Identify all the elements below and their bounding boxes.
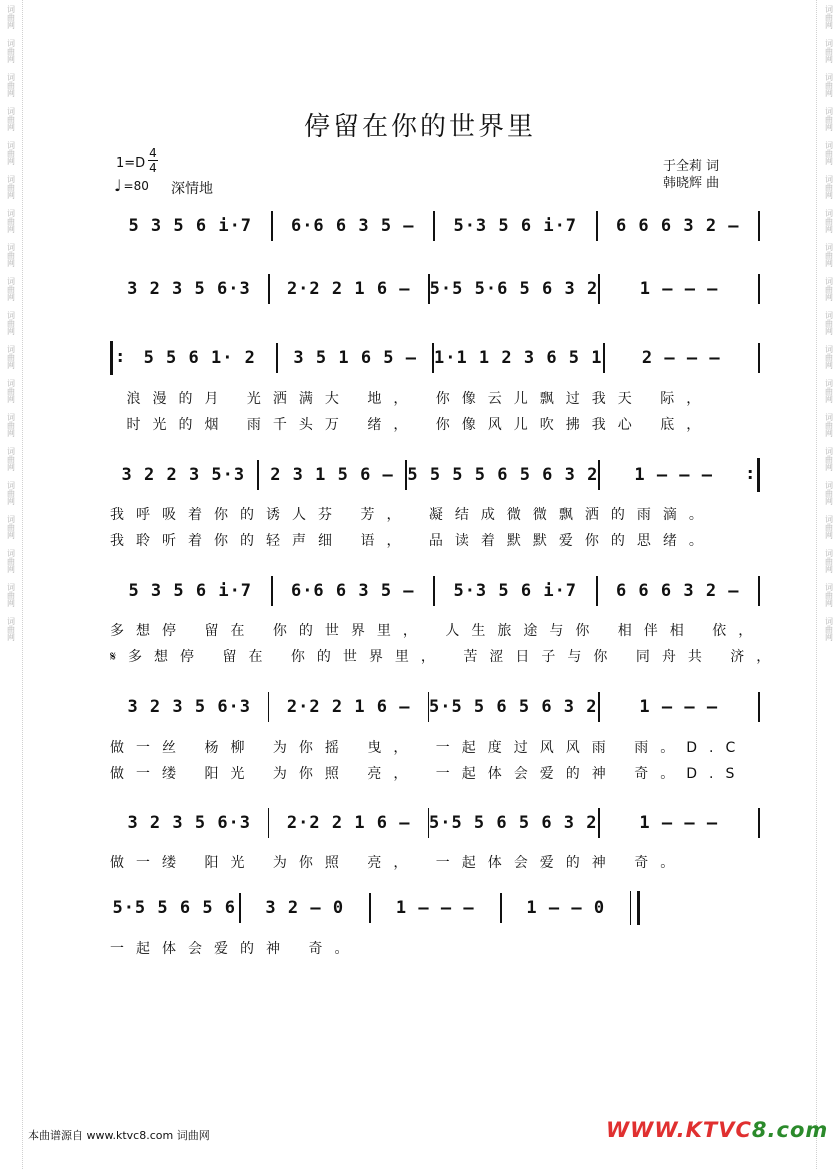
score-system-2 [110,276,760,302]
measure: 6·6 6 3 5 – [290,216,415,236]
lyric-line: 一起体会爱的神 奇。 [110,941,361,957]
measure: 1 – – – [639,697,719,717]
measure: 1·1 1 2 3 6 5 1 [433,348,603,368]
score-system-4 [110,462,760,488]
measure: 6·6 6 3 5 – [290,581,415,601]
measure: 5 3 5 6 i·7 [128,581,253,601]
measure: 2 3 1 5 6 – [270,465,394,485]
lyric-line: 做一缕 阳光 为你照 亮， 一起体会爱的神 奇。 [110,855,687,871]
measure: 3 2 – 0 [265,898,345,918]
final-barline [630,891,640,925]
repeat-start-sign [110,341,123,375]
lyric-line: 时光的烟 雨千头万 绪， 你像风儿吹拂我心 底， [110,417,713,433]
measure: 1 – – – [395,898,475,918]
site-logo: WWW.KTVC8.com [606,1118,829,1142]
measure: 5·5 5 6 5 6 3 2 [428,697,598,717]
measure: 1 – – – [634,465,713,485]
barline [758,692,760,722]
measure: 2·2 2 1 6 – [286,697,411,717]
measure: 5·3 5 6 i·7 [453,581,578,601]
measure: 6 6 6 3 2 – [615,216,740,236]
measure: 2 – – – [641,348,721,368]
barline [758,808,760,838]
measure: 6 6 6 3 2 – [615,581,740,601]
measure: 5 3 5 6 i·7 [128,216,253,236]
watermark-left: 词曲网 词曲网 词曲网 词曲网 词曲网 词曲网 词曲网 词曲网 词曲网 词曲网 词曲网 词曲网 词曲网 词曲网 词曲网 词曲网 词曲网 词曲网 词曲网 [6,5,16,641]
score-system-6 [110,694,760,720]
measure: 3 2 3 5 6·3 [127,279,251,299]
repeat-end-sign [747,458,760,492]
lyric-line: 𝄋多想停 留在 你的世界里， 苦涩日子与你 同舟共 济， [110,649,783,665]
measure: 1 – – – [639,813,719,833]
composer-credit: 韩晓辉 曲 [663,176,720,191]
measure: 3 2 3 5 6·3 [127,697,252,717]
measure: 5·5 5 6 5 6 3 2 [428,813,598,833]
measure: 5·5 5·6 5 6 3 2 [429,279,599,299]
lyric-line: 我呼吸着你的诱人芬 芳， 凝结成微微飘洒的雨滴。 [110,507,715,523]
score-system-8 [110,895,640,921]
measure: 3 5 1 6 5 – [293,348,418,368]
measure: 5·5 5 6 5 6 [112,898,237,918]
score-system-3 [110,345,760,371]
measure: 1 – – – [639,279,719,299]
lyric-line: 浪漫的月 光洒满大 地， 你像云儿飘过我天 际， [110,391,713,407]
measure: 2·2 2 1 6 – [286,279,411,299]
song-title: 停留在你的世界里 [303,112,536,142]
score-system-7 [110,810,760,836]
measure: 3 2 3 5 6·3 [127,813,252,833]
watermark-right: 词曲网 词曲网 词曲网 词曲网 词曲网 词曲网 词曲网 词曲网 词曲网 词曲网 词曲网 词曲网 词曲网 词曲网 词曲网 词曲网 词曲网 词曲网 词曲网 [824,5,834,641]
quarter-note-icon: ♩ [114,176,122,195]
measure: 5 5 6 1· 2 [143,348,256,368]
page-guide-left [22,0,23,1169]
lyric-line: 多想停 留在 你的世界里， 人生旅途与你 相伴相 依， [110,623,765,639]
measure: 5·3 5 6 i·7 [453,216,578,236]
barline [758,576,760,606]
measure: 2·2 2 1 6 – [286,813,411,833]
lyric-line: 我聆听着你的轻声细 语， 品读着默默爱你的思绪。 [110,533,715,549]
lyric-line: 做一丝 杨柳 为你摇 曳， 一起度过风风雨 雨。D.C [110,740,748,756]
source-note: 本曲谱源自 www.ktvc8.com 词曲网 [28,1129,210,1142]
score-system-1 [110,213,760,239]
barline [758,274,760,304]
page-guide-right [816,0,817,1169]
measure: 5 5 5 5 6 5 6 3 2 [407,465,599,485]
lyric-line: 做一缕 阳光 为你照 亮， 一起体会爱的神 奇。D.S [110,766,747,782]
time-signature: 4 4 [149,146,157,175]
measure: 3 2 2 3 5·3 [121,465,246,485]
barline [758,343,760,373]
key-signature: 1=D [116,156,146,171]
tempo-marking: ♩ =80 [114,176,149,195]
expression-marking: 深情地 [171,181,213,197]
score-system-5 [110,578,760,604]
barline [758,211,760,241]
measure: 1 – – 0 [526,898,606,918]
lyricist-credit: 于全莉 词 [663,159,720,174]
